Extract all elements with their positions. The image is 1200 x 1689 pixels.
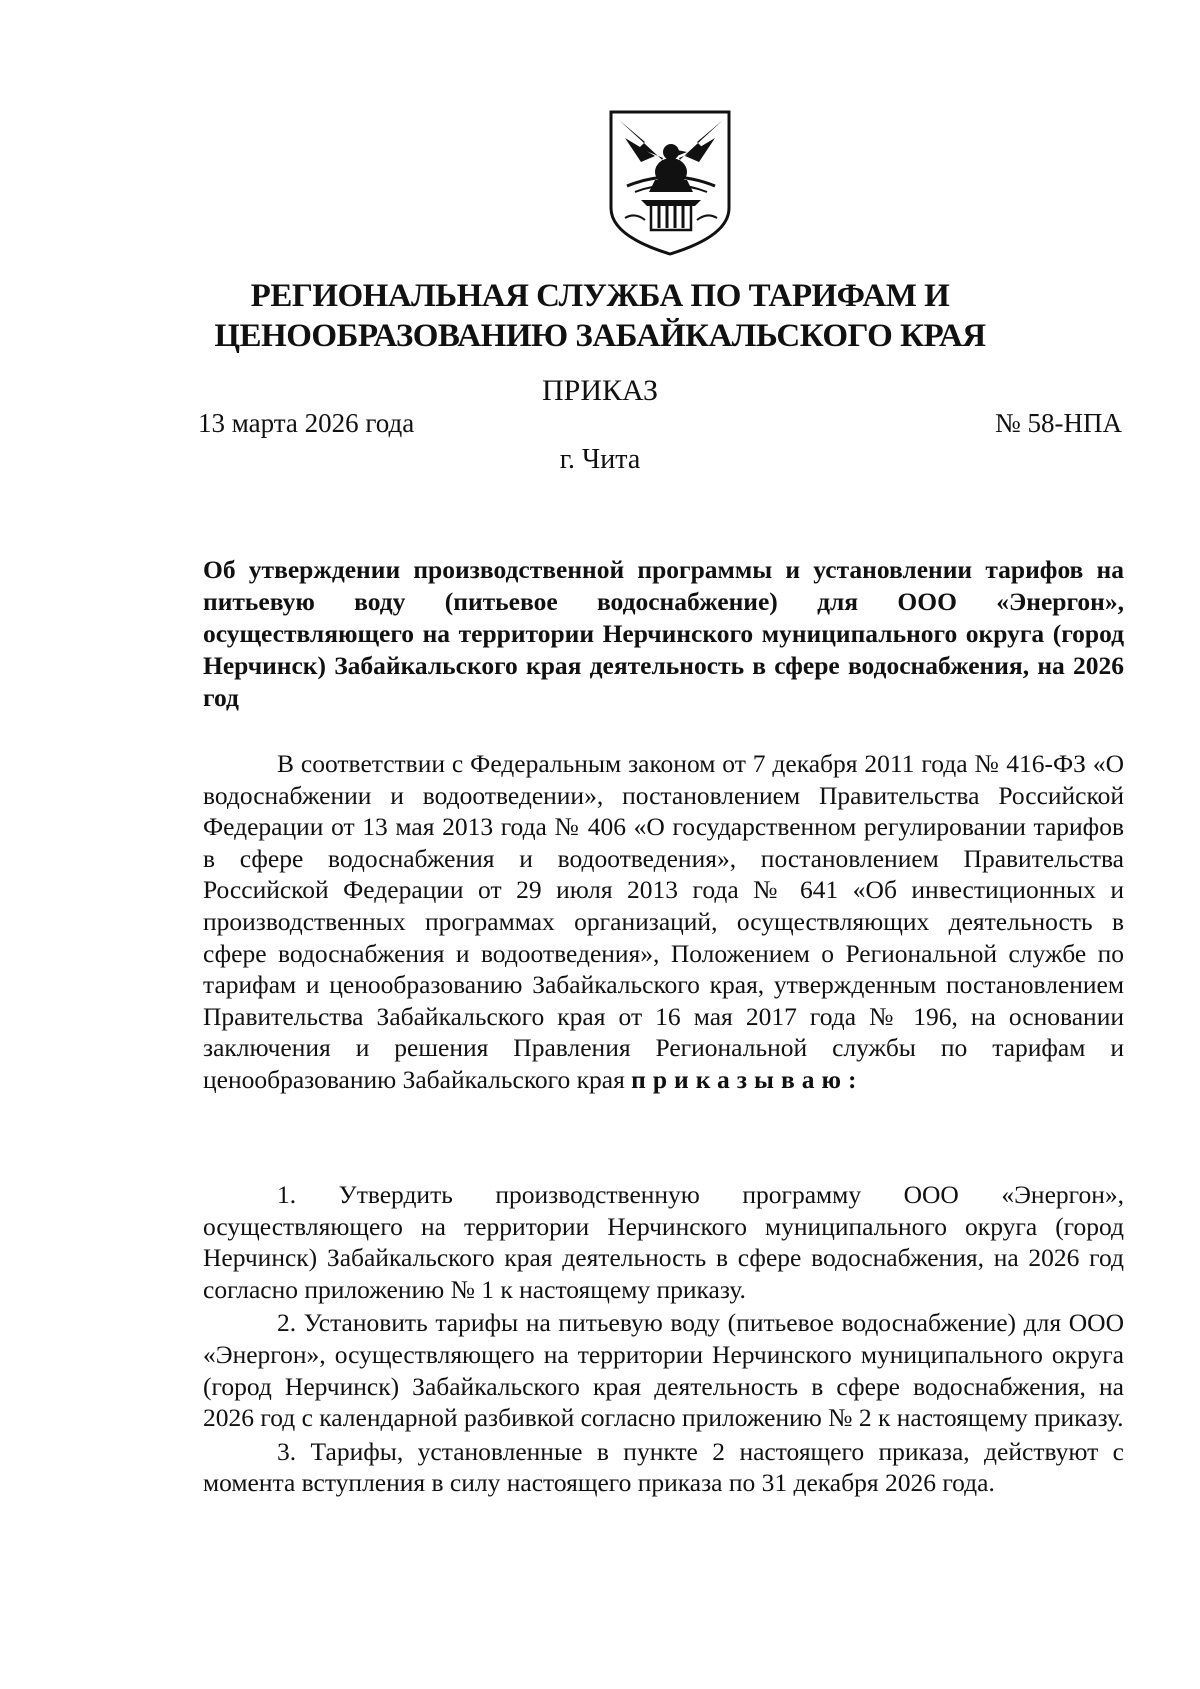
document-title: Об утверждении производственной программы и установлении тарифов на питьевую воду (питьевое водоснабжение) для ООО «Энергон», осуществляющего на территории Нерчинского муниципального округа (город Нерчинск) Забайкальского края деятельность в сфере водоснабжения, на 2026 год xyxy=(203,555,1124,712)
preamble-paragraph xyxy=(203,748,1124,1096)
order-item-3: 3. Тарифы, установленные в пункте 2 настоящего приказа, действуют с момента вступления в силу настоящего приказа по 31 декабря 2026 года. xyxy=(203,1436,1124,1498)
document-number: № 58-НПА xyxy=(995,408,1122,438)
coat-of-arms-emblem xyxy=(605,108,735,258)
preamble-text: В соответствии с Федеральным законом от 7 декабря 2011 года № 416-ФЗ «О водоснабжении и водоотведении», постановлением Правительства Российской Федерации от 13 мая 2013 года № 406 «О государственном регулировании тарифов в сфере водоснабжения и водоотведения», постановлением Правительства Российской Федерации от 29 июля 2013 года № 641 «Об инвестиционных и производственных программах организаций, осуществляющих деятельность в сфере водоснабжения и водоотведения», Положением о Региональной службе по тарифам и ценообразованию Забайкальского края, утвержденным постановлением Правительства Забайкальского края от 16 мая 2017 года № 196, на основании заключения и решения Правления Региональной службы по тарифам и ценообразованию Забайкальского края xyxy=(203,749,1124,1094)
preamble xyxy=(203,748,1124,1096)
document-date: 13 марта 2026 года xyxy=(198,408,415,438)
order-item-2: 2. Установить тарифы на питьевую воду (питьевое водоснабжение) для ООО «Энергон», осуществляющего на территории Нерчинского муниципального округа (город Нерчинск) Забайкальского края деятельность в сфере водоснабжения, на 2026 год с календарной разбивкой согласно приложению № 2 к настоящему приказу. xyxy=(203,1308,1124,1433)
document-type: ПРИКАЗ xyxy=(542,374,658,407)
order-word: приказываю: xyxy=(631,1064,864,1094)
document-city: г. Чита xyxy=(559,444,641,475)
order-items xyxy=(203,1179,1124,1501)
order-item-1: 1. Утвердить производственную программу ООО «Энергон», осуществляющего на территории Нерчинского муниципального округа (город Нерчинск) Забайкальского края деятельность в сфере водоснабжения, на 2026 год согласно приложению № 1 к настоящему приказу. xyxy=(203,1180,1124,1304)
organization-name-line1: РЕГИОНАЛЬНАЯ СЛУЖБА ПО ТАРИФАМ И xyxy=(250,278,950,314)
organization-name-line2: ЦЕНООБРАЗОВАНИЮ ЗАБАЙКАЛЬСКОГО КРАЯ xyxy=(214,318,986,354)
